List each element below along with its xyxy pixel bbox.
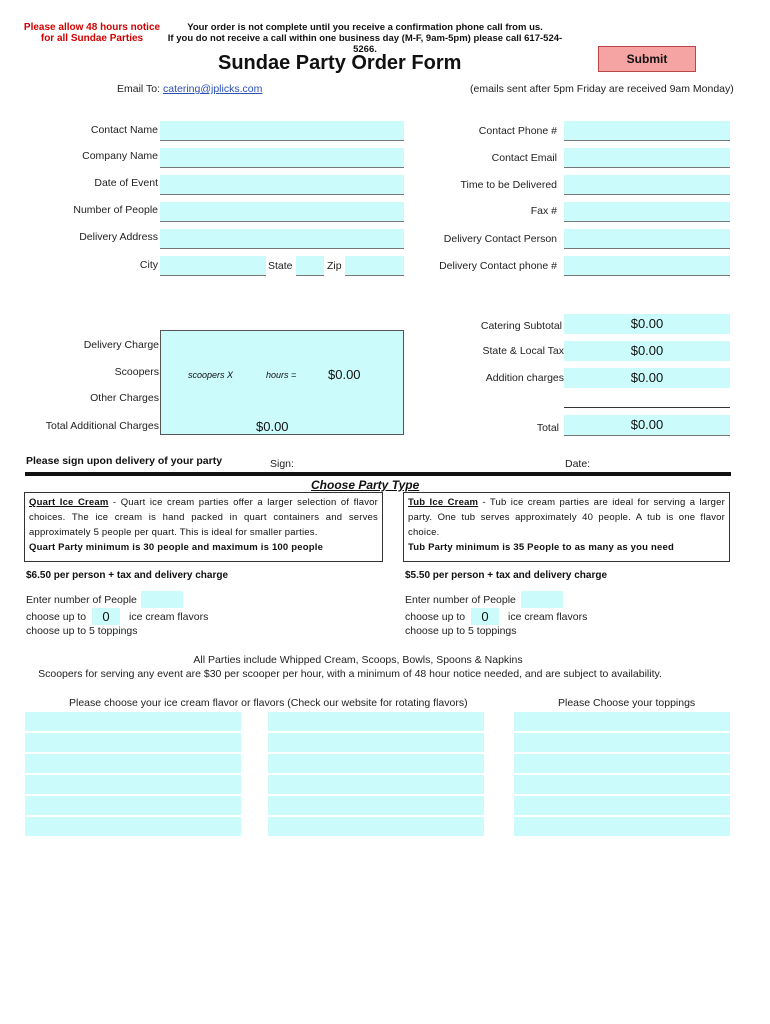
notice-line-2: for all Sundae Parties (40, 33, 144, 44)
quart-title: Quart Ice Cream (29, 497, 109, 508)
quart-flavors-label: ice cream flavors (129, 611, 209, 623)
contact-phone-field[interactable] (564, 121, 730, 141)
state-local-tax-label: State & Local Tax (482, 345, 564, 357)
quart-choose-up-to-label: choose up to (26, 611, 87, 623)
quart-people-input[interactable] (141, 591, 183, 608)
contact-email-field[interactable] (564, 148, 730, 168)
quart-minimum: Quart Party minimum is 30 people and maximum is 100 people (29, 542, 324, 553)
delivery-charge-label: Delivery Charge (83, 339, 159, 351)
date-label: Date: (565, 458, 591, 470)
tub-enter-people-label: Enter number of People (405, 594, 516, 606)
fax-field[interactable] (564, 202, 730, 222)
addition-charges-label: Addition charges (485, 372, 564, 384)
flavor-input[interactable] (25, 712, 241, 731)
confirmation-line-2: If you do not receive a call within one business day (M-F, 9am-5pm) please call 617-524-5266. (167, 33, 563, 55)
tub-flavor-count[interactable]: 0 (471, 608, 499, 625)
choose-party-heading: Choose Party Type (311, 478, 420, 492)
email-to-label: Email To: (117, 83, 160, 95)
time-delivered-field[interactable] (564, 175, 730, 195)
tub-title: Tub Ice Cream (408, 497, 479, 508)
contact-phone-label: Contact Phone # (478, 125, 557, 137)
email-to-link[interactable]: catering@jplicks.com (163, 83, 263, 95)
state-label: State (268, 260, 293, 272)
flavor-input[interactable] (268, 754, 484, 773)
other-charges-label: Other Charges (90, 392, 159, 404)
flavor-input[interactable] (268, 817, 484, 836)
quart-toppings-label: choose up to 5 toppings (26, 625, 138, 637)
flavor-column-2 (268, 712, 484, 838)
state-field[interactable] (296, 256, 324, 276)
tub-flavors-label: ice cream flavors (508, 611, 588, 623)
tub-minimum: Tub Party minimum is 35 People to as many as you need (408, 542, 674, 553)
tub-description-box (403, 492, 730, 562)
quart-flavor-count[interactable]: 0 (92, 608, 120, 625)
submit-button[interactable]: Submit (598, 46, 696, 72)
sign-note: Please sign upon delivery of your party (26, 455, 223, 467)
topping-input[interactable] (514, 712, 730, 731)
zip-label: Zip (327, 260, 342, 272)
company-name-label: Company Name (82, 150, 158, 162)
quart-price: $6.50 per person + tax and delivery charge (26, 570, 229, 581)
email-note: (emails sent after 5pm Friday are received 9am Monday) (470, 83, 734, 95)
tub-price: $5.50 per person + tax and delivery charge (405, 570, 608, 581)
delivery-address-field[interactable] (160, 229, 404, 249)
quart-description-box (24, 492, 383, 562)
includes-note: All Parties include Whipped Cream, Scoops, Bowls, Spoons & Napkins (193, 654, 523, 666)
delivery-address-label: Delivery Address (79, 231, 158, 243)
zip-field[interactable] (345, 256, 404, 276)
flavor-input[interactable] (268, 712, 484, 731)
catering-subtotal-value: $0.00 (564, 314, 730, 334)
number-of-people-field[interactable] (160, 202, 404, 222)
hours-label: hours = (266, 370, 297, 380)
state-local-tax-value: $0.00 (564, 341, 730, 361)
tub-desc: - Tub ice cream parties are ideal for serving a larger party. One tub serves approximately 40 people. A tub is one flavor choice. (408, 497, 725, 538)
flavor-input[interactable] (25, 754, 241, 773)
notice-line-1: Please allow 48 hours notice (23, 22, 161, 33)
delivery-contact-person-field[interactable] (564, 229, 730, 249)
sign-label: Sign: (270, 458, 294, 470)
city-label: City (139, 259, 158, 271)
company-name-field[interactable] (160, 148, 404, 168)
time-delivered-label: Time to be Delivered (460, 179, 557, 191)
flavor-input[interactable] (25, 775, 241, 794)
quart-enter-people-label: Enter number of People (26, 594, 137, 606)
catering-subtotal-label: Catering Subtotal (480, 320, 562, 332)
contact-name-field[interactable] (160, 121, 404, 141)
total-additional-value: $0.00 (256, 419, 289, 434)
sign-date-field[interactable] (596, 455, 726, 469)
topping-input[interactable] (514, 817, 730, 836)
scoopers-label: Scoopers (114, 366, 159, 378)
topping-input[interactable] (514, 733, 730, 752)
total-additional-label: Total Additional Charges (45, 420, 159, 432)
flavor-input[interactable] (25, 817, 241, 836)
topping-input[interactable] (514, 796, 730, 815)
toppings-column (514, 712, 730, 838)
city-field[interactable] (160, 256, 266, 276)
scoopers-x-label: scoopers X (188, 370, 234, 380)
scoopers-note: Scoopers for serving any event are $30 per scooper per hour, with a minimum of 48 hour notice needed, and are subject to availability. (38, 668, 662, 680)
flavor-input[interactable] (268, 796, 484, 815)
total-divider (564, 407, 730, 408)
date-of-event-label: Date of Event (94, 177, 158, 189)
contact-email-label: Contact Email (491, 152, 557, 164)
topping-input[interactable] (514, 754, 730, 773)
flavor-input[interactable] (25, 796, 241, 815)
contact-name-label: Contact Name (90, 124, 158, 136)
page-title: Sundae Party Order Form (218, 52, 462, 74)
total-value: $0.00 (564, 415, 730, 436)
delivery-contact-phone-field[interactable] (564, 256, 730, 276)
flavor-input[interactable] (268, 775, 484, 794)
flavor-input[interactable] (25, 733, 241, 752)
confirmation-notice (160, 22, 570, 55)
number-of-people-label: Number of People (73, 204, 158, 216)
confirmation-line-1: Your order is not complete until you receive a confirmation phone call from us. (187, 22, 543, 33)
notice-48-hours (18, 22, 166, 44)
date-of-event-field[interactable] (160, 175, 404, 195)
tub-choose-up-to-label: choose up to (405, 611, 466, 623)
flavor-column-1 (25, 712, 241, 838)
total-label: Total (536, 422, 559, 434)
flavor-input[interactable] (268, 733, 484, 752)
addition-charges-value: $0.00 (564, 368, 730, 388)
delivery-contact-phone-label: Delivery Contact phone # (439, 260, 557, 272)
quart-desc: - Quart ice cream parties offer a larger selection of flavor choices. The ice cream is hand packed in quart containers and serves approximately 5 people per quart. This is ideal for smaller parties. (29, 497, 378, 538)
topping-input[interactable] (514, 775, 730, 794)
tub-people-input[interactable] (521, 591, 563, 608)
section-divider (25, 472, 731, 476)
fax-label: Fax # (530, 205, 557, 217)
toppings-prompt: Please Choose your toppings (558, 697, 696, 709)
signature-field[interactable] (300, 455, 540, 469)
delivery-contact-person-label: Delivery Contact Person (443, 233, 557, 245)
tub-toppings-label: choose up to 5 toppings (405, 625, 517, 637)
scoopers-total: $0.00 (328, 367, 361, 382)
flavors-prompt: Please choose your ice cream flavor or flavors (Check our website for rotating flavors) (69, 697, 468, 709)
